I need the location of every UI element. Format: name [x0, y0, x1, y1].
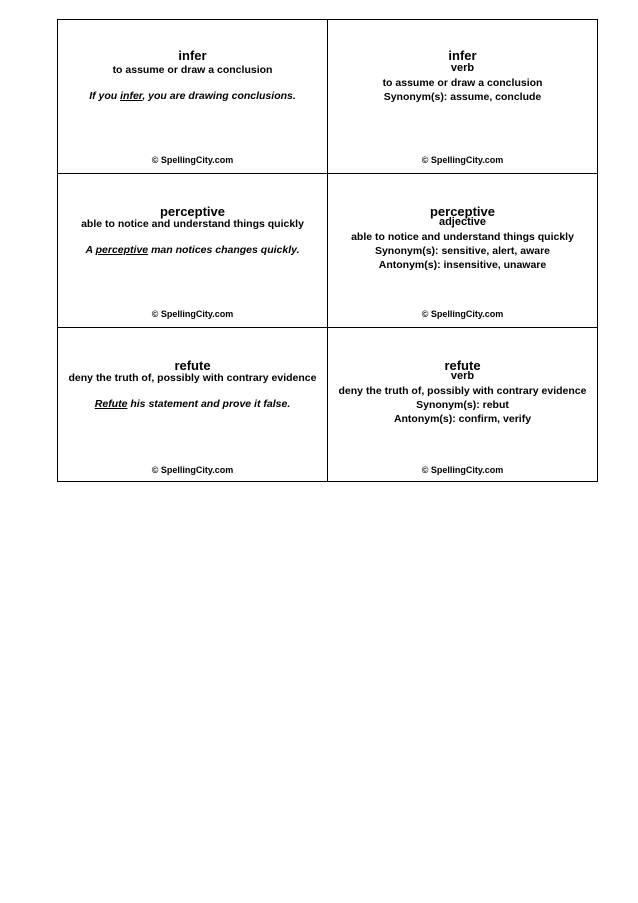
vocab-word: perceptive [159, 204, 226, 219]
example-sentence: If you infer, you are drawing conclusions. [89, 90, 296, 102]
antonyms: Antonym(s): confirm, verify [393, 413, 532, 425]
vocab-word: refute [174, 358, 211, 373]
definition: able to notice and understand things quickly [81, 218, 304, 230]
part-of-speech: verb [450, 62, 475, 74]
flashcard-back-perceptive [328, 174, 597, 328]
vocab-word: infer [178, 48, 207, 63]
part-of-speech: adjective [438, 216, 487, 228]
part-of-speech: verb [450, 370, 475, 382]
copyright-text: © SpellingCity.com [421, 465, 504, 475]
example-word: infer [120, 90, 143, 102]
flashcard-back-refute [328, 328, 597, 481]
vocab-word: infer [448, 48, 477, 63]
definition: able to notice and understand things quickly [351, 231, 574, 243]
synonyms: Synonym(s): sensitive, alert, aware [374, 245, 551, 257]
copyright-text: © SpellingCity.com [151, 155, 234, 165]
copyright-text: © SpellingCity.com [151, 465, 234, 475]
flashcard-sheet [57, 19, 598, 482]
flashcard-front-infer [58, 20, 328, 174]
definition: deny the truth of, possibly with contrary evidence [338, 385, 587, 397]
definition: to assume or draw a conclusion [382, 77, 543, 89]
synonyms: Synonym(s): assume, conclude [383, 91, 542, 103]
synonyms: Synonym(s): rebut [416, 399, 509, 411]
example-sentence: Refute his statement and prove it false. [94, 398, 291, 410]
example-sentence: A perceptive man notices changes quickly. [85, 244, 300, 256]
copyright-text: © SpellingCity.com [421, 155, 504, 165]
copyright-text: © SpellingCity.com [151, 309, 234, 319]
copyright-text: © SpellingCity.com [421, 309, 504, 319]
example-word: Refute [94, 398, 128, 410]
vocab-word: refute [444, 358, 481, 373]
antonyms: Antonym(s): insensitive, unaware [378, 259, 547, 271]
flashcard-front-perceptive [58, 174, 328, 328]
definition: to assume or draw a conclusion [112, 64, 273, 76]
vocab-word: perceptive [429, 204, 496, 219]
definition: deny the truth of, possibly with contrary evidence [68, 372, 317, 384]
flashcard-back-infer [328, 20, 597, 174]
example-word: perceptive [95, 244, 149, 256]
flashcard-front-refute [58, 328, 328, 481]
